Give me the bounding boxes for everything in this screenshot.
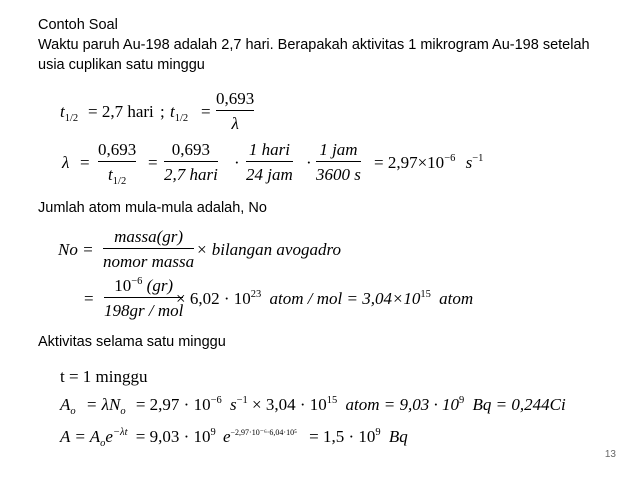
eq-lambda-frac1: 0,693 $t_{1/2}$ [98,140,137,187]
problem-line-2: usia cuplikan satu minggu [38,57,205,73]
eq-no2-rest: × $6,02 \cdot 10^{23}$ atom / mol = $3,04\times 10^{15}$ atom [176,289,474,308]
eq-no-times: × bilangan avogadro [196,240,341,259]
page-number: 13 [604,449,616,460]
eq-a: $A = A_oe^{-\lambda t} = 9,03 \cdot 10^9$ $e^{-2,97\cdot 10^{-6}\cdot 6,04\cdot 10^5} = 1,5 \cdot 10^9$ Bq [60,427,408,449]
eq-t: t = 1 minggu [60,367,148,386]
eq-halflife-sep: ; [160,102,165,121]
eq-halflife-fraction: 0,693 λ [216,89,255,133]
eq-lambda-eq1: = [80,153,90,172]
eq-halflife-t: $t_{1/2}$ [60,102,79,124]
eq-lambda-dot1: · [234,153,240,172]
eq-lambda-eq2: = [148,153,158,172]
eq-lambda-frac4: 1 jam 3600 s [316,140,361,184]
eq-no-fraction: massa(gr) nomor massa [103,227,195,271]
section-atoms: Jumlah atom mula-mula adalah, No [38,200,267,216]
eq-lambda-frac2: 0,693 2,7 hari [164,140,218,184]
eq-lambda-frac3: 1 hari 24 jam [246,140,293,184]
eq-no2-eq: = [84,289,94,308]
eq-lambda-symbol: λ [62,153,70,172]
eq-lambda-dot2: · [306,153,312,172]
problem-line-1: Waktu paruh Au-198 adalah 2,7 hari. Berapakah aktivitas 1 mikrogram Au-198 setelah [38,37,590,53]
heading: Contoh Soal [38,17,118,33]
eq-lambda-result: = $2,97\times 10^{-6}$ $s^{-1}$ [374,153,484,172]
eq-no-lhs: No = [58,240,94,259]
section-activity: Aktivitas selama satu minggu [38,334,226,350]
eq-halflife-value: = 2,7 hari [88,102,154,121]
eq-no2-fraction: $10^{-6}$ (gr) 198gr / mol [104,276,184,320]
eq-halflife-t2: $t_{1/2}$ [170,102,189,124]
eq-halflife-eq: = [201,102,211,121]
eq-ao: $A_o = \lambda N_o = 2,97 \cdot 10^{-6}$ $s^{-1} \times 3,04 \cdot 10^{15}$ atom = $9,03 \cdot 10^9$ Bq = 0,244Ci [60,395,566,417]
